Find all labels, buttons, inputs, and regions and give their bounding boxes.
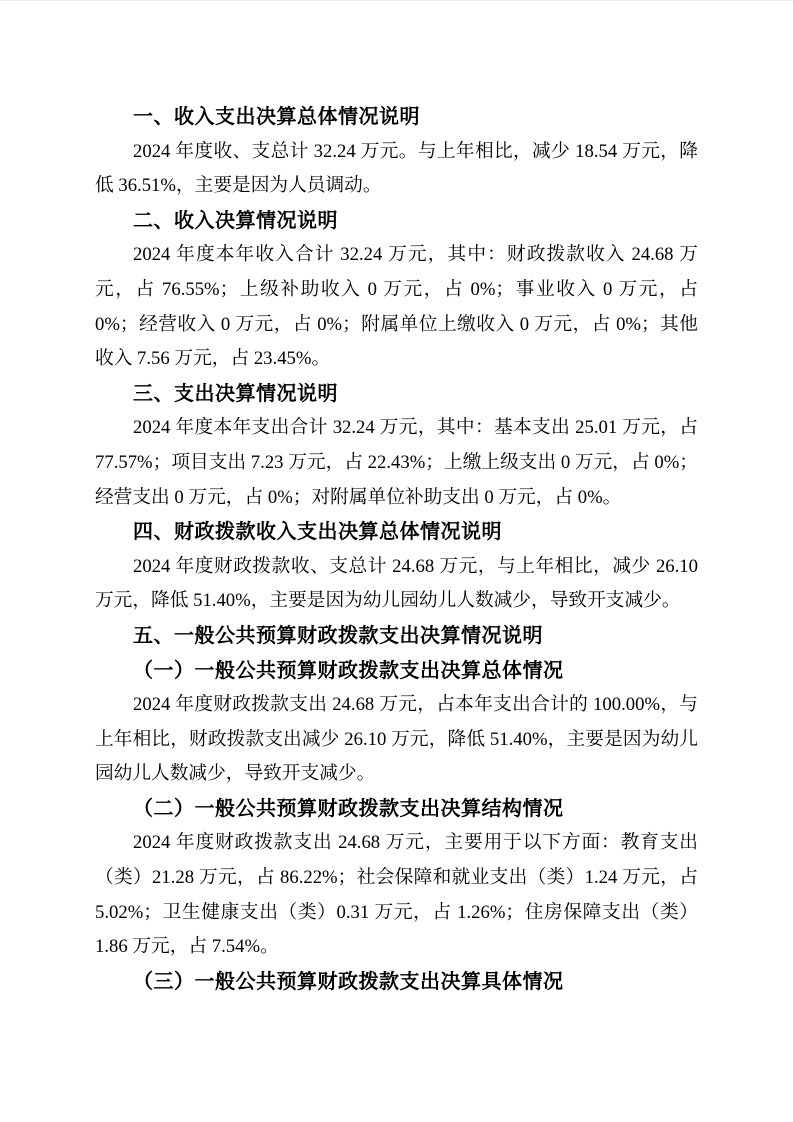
section-heading-general-public-budget-expenditure: 五、一般公共预算财政拨款支出决算情况说明 <box>133 624 543 647</box>
report-body <box>95 100 698 999</box>
paragraph-income-final-accounts: 2024 年度本年收入合计 32.24 万元，其中：财政拨款收入 24.68 万元，占 76.55%；上级补助收入 0 万元，占 0%；事业收入 0 万元，占 0%；经营收入 0 万元，占 0%；附属单位上缴收入 0 万元，占 0%；其他收入 7.56 万元，占 23.45%。 <box>95 244 698 370</box>
paragraph-general-budget-overall: 2024 年度财政拨款支出 24.68 万元，占本年支出合计的 100.00%，与上年相比，财政拨款支出减少 26.10 万元，降低 51.40%，主要是因为幼儿园幼儿人数减少，导致开支减少。 <box>95 694 698 785</box>
section-heading-fiscal-appropriation-overall: 四、财政拨款收入支出决算总体情况说明 <box>133 521 502 544</box>
section-heading-income-expenditure-overall: 一、收入支出决算总体情况说明 <box>133 106 420 128</box>
subsection-heading-general-budget-structure: （二）一般公共预算财政拨款支出决算结构情况 <box>133 797 564 820</box>
section-heading-income-final-accounts: 二、收入决算情况说明 <box>133 209 338 232</box>
paragraph-income-expenditure-overall: 2024 年度收、支总计 32.24 万元。与上年相比，减少 18.54 万元，降低 36.51%，主要是因为人员调动。 <box>95 140 698 197</box>
subsection-heading-general-budget-overall: （一）一般公共预算财政拨款支出决算总体情况 <box>133 659 564 682</box>
paragraph-expenditure-final-accounts: 2024 年度本年支出合计 32.24 万元，其中：基本支出 25.01 万元，占 77.57%；项目支出 7.23 万元，占 22.43%；上缴上级支出 0 万元，占 0%；经营支出 0 万元，占 0%；对附属单位补助支出 0 万元，占 0%。 <box>95 417 698 508</box>
section-heading-expenditure-final-accounts: 三、支出决算情况说明 <box>133 382 338 405</box>
subsection-heading-general-budget-specific: （三）一般公共预算财政拨款支出决算具体情况 <box>133 970 564 993</box>
paragraph-general-budget-structure: 2024 年度财政拨款支出 24.68 万元，主要用于以下方面：教育支出（类）21.28 万元，占 86.22%；社会保障和就业支出（类）1.24 万元，占 5.02%；卫生健康支出（类）0.31 万元，占 1.26%；住房保障支出（类）1.86 万元，占 7.54%。 <box>95 832 698 958</box>
paragraph-fiscal-appropriation-overall: 2024 年度财政拨款收、支总计 24.68 万元，与上年相比，减少 26.10 万元，降低 51.40%，主要是因为幼儿园幼儿人数减少，导致开支减少。 <box>95 555 698 612</box>
